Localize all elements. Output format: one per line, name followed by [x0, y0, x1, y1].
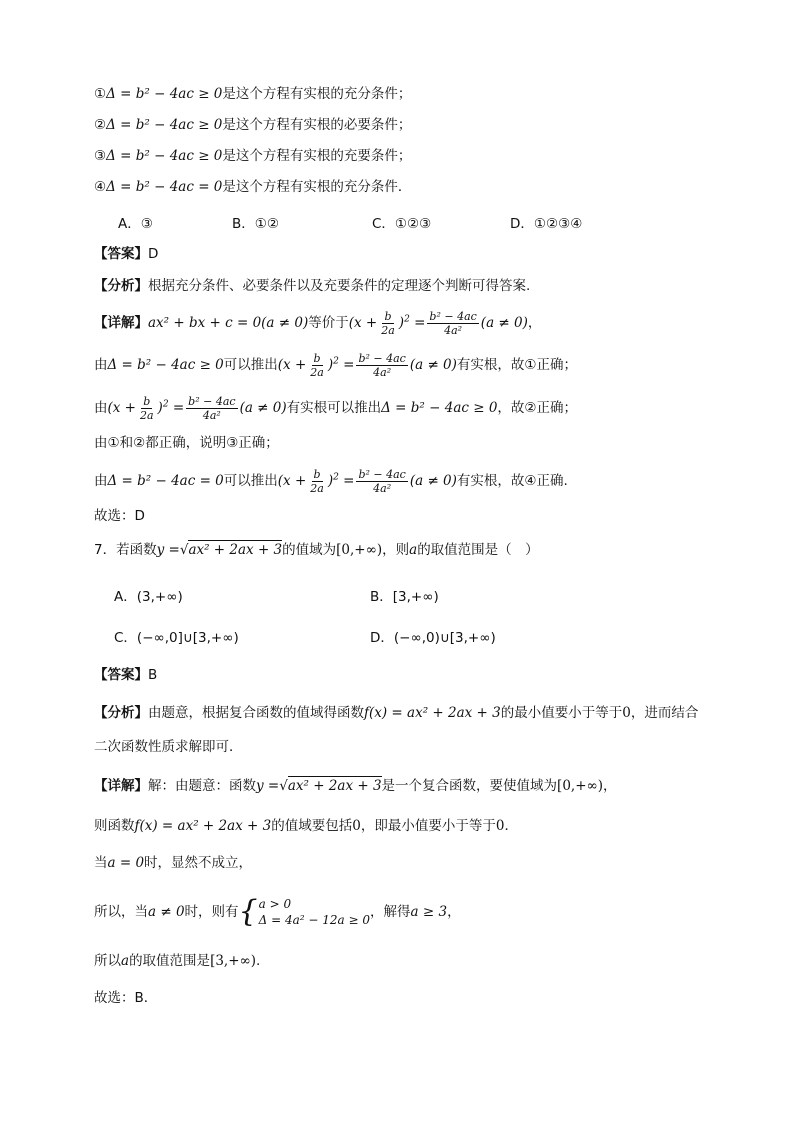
q7-option-d: D．(−∞,0)∪[3,+∞): [370, 630, 496, 646]
q7-choose: 故选：B．: [94, 990, 158, 1006]
q7-detail-5: 所以a的取值范围是[3,+∞).: [94, 953, 261, 969]
statement-text: 是这个方程有实根的充分条件；: [222, 86, 412, 102]
q7-answer: [94, 665, 157, 685]
detail-tag: 【详解】: [94, 778, 148, 794]
math-expr: ax² + bx + c = 0(a ≠ 0): [148, 315, 309, 331]
math-expr: Δ = b² − 4ac ≥ 0: [381, 400, 498, 416]
fraction: $\frac{\text{b² − 4ac}}{\text{4a²}}$: [358, 468, 406, 495]
q6-option-b: B．①②: [232, 216, 279, 232]
math-expr: a = 0: [107, 855, 145, 871]
q6-answer: [94, 244, 158, 264]
fraction: $\frac{\text{b² − 4ac}}{\text{4a²}}$: [188, 395, 236, 422]
math-expr: (x + $\frac{b}{2a}$ )$^2$ = $\frac{\text{b² − 4ac}}{\text{4a²}}$ (a ≠ 0): [277, 352, 457, 379]
answer-tag: 【答案】: [94, 667, 148, 683]
q7-detail-4: 所以，当a ≠ 0时，则有 { a > 0 Δ = 4a² − 12a ≥ 0 ，解得a ≥ 3，: [94, 894, 461, 929]
math-expr: Δ = b² − 4ac = 0: [106, 179, 223, 195]
math-expr: Δ = b² − 4ac ≥ 0: [107, 357, 224, 373]
fraction: $\frac{b}{2a}$: [310, 468, 324, 495]
statement-text: 是这个方程有实根的必要条件；: [222, 117, 412, 133]
math-expr: [0,+∞): [336, 542, 383, 558]
math-expr: (x + $\frac{b}{2a}$ )$^2$ = $\frac{\text{b² − 4ac}}{\text{4a²}}$ (a ≠ 0): [107, 395, 287, 422]
circled-mark: ④: [94, 179, 107, 195]
fraction: $\frac{b}{2a}$: [139, 395, 154, 422]
answer-tag: 【答案】: [94, 246, 148, 262]
circled-mark: ②: [94, 117, 107, 133]
math-expr: Δ = b² − 4ac = 0: [107, 473, 224, 489]
q6-choose: 故选：D: [94, 508, 145, 524]
q6-option-a: A．③: [118, 216, 153, 232]
math-expr: (x + $\frac{b}{2a}$ )$^2$ = $\frac{\text{b² − 4ac}}{\text{4a²}}$ (a ≠ 0): [277, 468, 457, 495]
q7-detail-2: 则函数f(x) = ax² + 2ax + 3的值域要包括0，即最小值要小于等于0．: [94, 818, 518, 834]
math-expr: [3,+∞): [210, 953, 257, 969]
fraction: $\frac{\text{b² − 4ac}}{\text{4a²}}$: [358, 352, 406, 379]
math-expr: y =: [156, 542, 180, 558]
q6-detail-1: 【详解】ax² + bx + c = 0(a ≠ 0)等价于(x + $\frac{b}{2a}$ )$^2$ = $\frac{\text{b² − 4ac}}{\text{4a²}}$ (a ≠ 0)，: [94, 310, 542, 337]
detail-tag: 【详解】: [94, 315, 148, 331]
math-expr: y =: [256, 778, 280, 794]
q6-option-d: D．①②③④: [510, 216, 583, 232]
math-expr: a ≥ 3: [410, 904, 448, 920]
answer-value: B: [148, 667, 158, 683]
statement-2: [94, 115, 411, 135]
sqrt-expr: √ax² + 2ax + 3: [279, 778, 382, 794]
fraction: $\frac{b}{2a}$: [381, 310, 395, 337]
analysis-text: 根据充分条件、必要条件以及充要条件的定理逐个判断可得答案.: [148, 278, 531, 294]
q6-detail-5: 由Δ = b² − 4ac = 0可以推出(x + $\frac{b}{2a}$ )$^2$ = $\frac{\text{b² − 4ac}}{\text{4a²}}$ (a ≠ 0)有实根，故④正确.: [94, 468, 568, 495]
math-expr: (x + $\frac{b}{2a}$ )$^2$ = $\frac{\text{b² − 4ac}}{\text{4a²}}$ (a ≠ 0): [348, 310, 528, 337]
math-expr: Δ = b² − 4ac ≥ 0: [106, 86, 223, 102]
q7-option-c: C．(−∞,0]∪[3,+∞): [114, 630, 239, 646]
statement-text: 是这个方程有实根的充分条件．: [222, 179, 412, 195]
math-expr: f(x) = ax² + 2ax + 3: [134, 818, 272, 834]
math-expr: a ≠ 0: [148, 904, 185, 920]
q7-option-b: B．[3,+∞): [370, 589, 439, 605]
circled-mark: ①: [94, 86, 107, 102]
q7-detail-3: 当a = 0时，显然不成立，: [94, 855, 253, 871]
detail-text: 等价于: [308, 315, 349, 331]
sqrt-expr: √ax² + 2ax + 3: [179, 542, 283, 558]
q7-stem: 7．若函数y =√ax² + 2ax + 3的值域为[0,+∞)，则a的取值范围是（ ）: [94, 542, 539, 558]
math-expr: f(x) = ax² + 2ax + 3: [364, 705, 501, 721]
analysis-tag: 【分析】: [94, 705, 148, 721]
q6-detail-3: 由(x + $\frac{b}{2a}$ )$^2$ = $\frac{\text{b² − 4ac}}{\text{4a²}}$ (a ≠ 0)有实根可以推出Δ = b² − 4ac ≥ 0，故②正确；: [94, 395, 578, 422]
q7-analysis-1: 【分析】由题意，根据复合函数的值域得函数f(x) = ax² + 2ax + 3的最小值要小于等于0，进而结合: [94, 705, 699, 721]
math-expr: Δ = b² − 4ac ≥ 0: [106, 148, 223, 164]
math-expr: Δ = b² − 4ac ≥ 0: [106, 117, 223, 133]
circled-mark: ③: [94, 148, 107, 164]
fraction: $\frac{b}{2a}$: [310, 352, 324, 379]
q7-analysis-2: 二次函数性质求解即可．: [94, 739, 243, 755]
statement-1: [94, 84, 411, 104]
equation-system: { a > 0 Δ = 4a² − 12a ≥ 0: [238, 894, 371, 929]
analysis-tag: 【分析】: [94, 278, 148, 294]
q7-option-a: A．(3,+∞): [114, 589, 183, 605]
statement-4: [94, 177, 411, 197]
statement-text: 是这个方程有实根的充要条件；: [222, 148, 412, 164]
q6-detail-2: 由Δ = b² − 4ac ≥ 0可以推出(x + $\frac{b}{2a}$ )$^2$ = $\frac{\text{b² − 4ac}}{\text{4a²}}$ (a ≠ 0)有实根，故①正确；: [94, 352, 578, 379]
answer-value: D: [148, 246, 159, 262]
statement-3: [94, 146, 411, 166]
q6-analysis: [94, 276, 530, 296]
q7-detail-1: 【详解】解：由题意：函数y =√ax² + 2ax + 3是一个复合函数，要使值域为[0,+∞)，: [94, 778, 617, 794]
q6-option-c: C．①②③: [372, 216, 432, 232]
fraction: $\frac{\text{b² − 4ac}}{\text{4a²}}$: [429, 310, 477, 337]
q6-detail-4: 由①和②都正确，说明③正确；: [94, 435, 279, 451]
